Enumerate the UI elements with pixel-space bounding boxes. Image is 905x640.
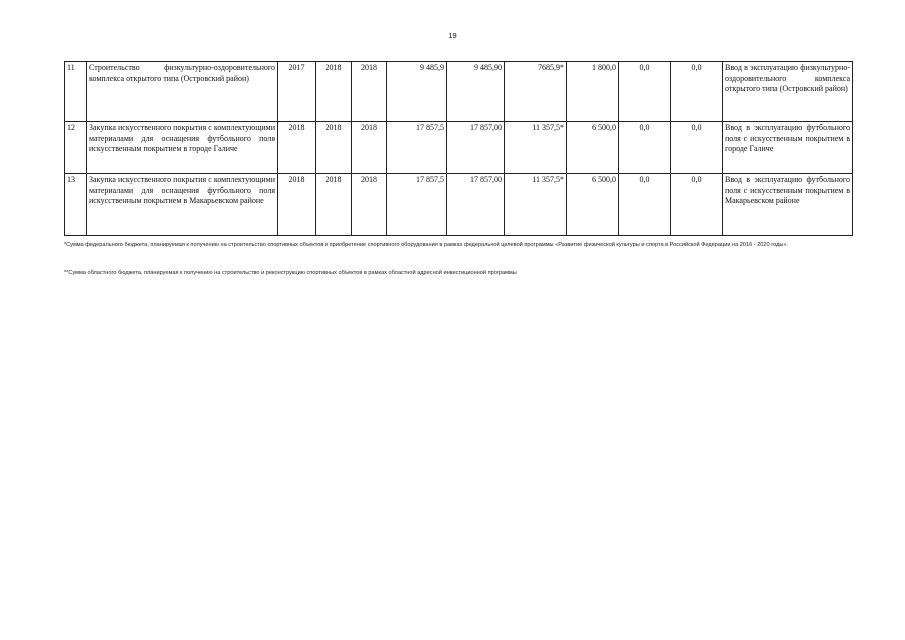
row-number-cell: 12 <box>65 122 87 174</box>
start-year-cell: 2018 <box>278 174 316 236</box>
regional-funds-cell: 1 800,0 <box>567 62 619 122</box>
page-number: 19 <box>448 31 457 40</box>
estimated-cost-cell: 17 857,00 <box>447 122 505 174</box>
completion-year-cell: 2018 <box>352 62 387 122</box>
table-row <box>65 174 853 236</box>
start-year-cell: 2017 <box>278 62 316 122</box>
total-cost-cell: 9 485,9 <box>387 62 447 122</box>
project-name-cell: Закупка искусственного покрытия с комплектующими материалами для оснащения футбольного поля искусственным покрытием в городе Галиче <box>87 122 278 174</box>
projects-table <box>64 61 853 236</box>
federal-funds-cell: 11 357,5* <box>505 174 567 236</box>
estimated-cost-cell: 9 485,90 <box>447 62 505 122</box>
value-2-cell: 0,0 <box>671 62 723 122</box>
value-1-cell: 0,0 <box>619 62 671 122</box>
regional-funds-cell: 6 500,0 <box>567 122 619 174</box>
end-year-cell: 2018 <box>316 62 352 122</box>
federal-funds-cell: 7685,9* <box>505 62 567 122</box>
completion-year-cell: 2018 <box>352 122 387 174</box>
start-year-cell: 2018 <box>278 122 316 174</box>
footnote-federal: *Сумма федерального бюджета, планируемая к получению на строительство спортивных объектов и приобретение спортивного оборудования в рамках федеральной целевой программы «Развитие физической культуры и спорта в Российской Федерации на 2016 - 2020 годы». <box>64 242 789 248</box>
row-number-cell: 13 <box>65 174 87 236</box>
end-year-cell: 2018 <box>316 122 352 174</box>
project-name-cell: Строительство физкультурно-оздоровительного комплекса открытого типа (Островский район) <box>87 62 278 122</box>
table-row <box>65 62 853 122</box>
expected-result-cell: Ввод в эксплуатацию физкультурно-оздоровительного комплекса открытого типа (Островский район) <box>723 62 853 122</box>
row-number-cell: 11 <box>65 62 87 122</box>
federal-funds-cell: 11 357,5* <box>505 122 567 174</box>
expected-result-cell: Ввод в эксплуатацию футбольного поля с искусственным покрытием в Макарьевском районе <box>723 174 853 236</box>
value-2-cell: 0,0 <box>671 122 723 174</box>
value-1-cell: 0,0 <box>619 122 671 174</box>
project-name-cell: Закупка искусственного покрытия с комплектующими материалами для оснащения футбольного поля искусственным покрытием в Макарьевском районе <box>87 174 278 236</box>
end-year-cell: 2018 <box>316 174 352 236</box>
footnote-regional: **Сумма областного бюджета, планируемая к получению на строительство и реконструкцию спортивных объектов в рамках областной адресной инвестиционной программы <box>64 270 517 276</box>
completion-year-cell: 2018 <box>352 174 387 236</box>
table-row <box>65 122 853 174</box>
value-1-cell: 0,0 <box>619 174 671 236</box>
estimated-cost-cell: 17 857,00 <box>447 174 505 236</box>
regional-funds-cell: 6 500,0 <box>567 174 619 236</box>
total-cost-cell: 17 857,5 <box>387 122 447 174</box>
expected-result-cell: Ввод в эксплуатацию футбольного поля с искусственным покрытием в городе Галиче <box>723 122 853 174</box>
total-cost-cell: 17 857,5 <box>387 174 447 236</box>
value-2-cell: 0,0 <box>671 174 723 236</box>
